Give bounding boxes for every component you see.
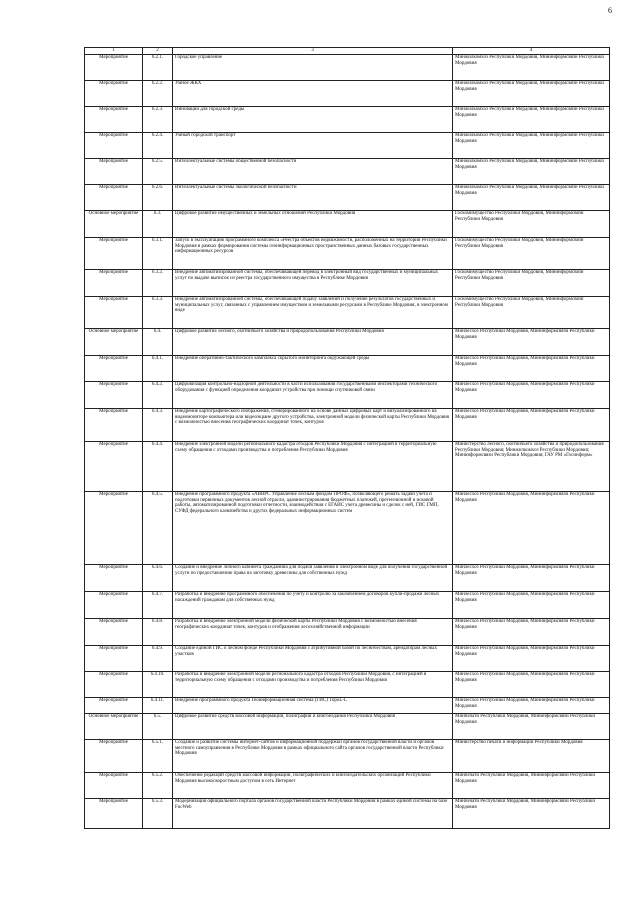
name-cell: Интеллектуальные системы экологической безопасности: [173, 184, 453, 210]
type-cell: Мероприятие: [85, 355, 143, 381]
code-cell: 6.4.5.: [143, 491, 173, 564]
code-cell: 6.4.11.: [143, 697, 173, 713]
code-cell: 6.4.10.: [143, 671, 173, 697]
name-cell: Инновации для городской среды: [173, 106, 453, 132]
organization-cell: Госкомимущество Республики Мордовия, Мининформсвязи Республики Мордовия: [453, 296, 610, 328]
organization-cell: Минлесхоз Республики Мордовия, Мининформсвязи Республики Мордовия: [453, 645, 610, 671]
type-cell: Основное мероприятие: [85, 713, 143, 739]
table-row: [85, 491, 610, 564]
name-cell: Умное ЖКХ: [173, 80, 453, 106]
table-row: [85, 296, 610, 328]
organization-cell: Госкомимущество Республики Мордовия, Мининформсвязи Республики Мордовия: [453, 237, 610, 269]
organization-cell: Минлесхоз Республики Мордовия, Мининформсвязи Республики Мордовия: [453, 355, 610, 381]
code-cell: 6.3.1.: [143, 237, 173, 269]
organization-cell: Минжилкомхоз Республики Мордовия, Мининформсвязи Республики Мордовия: [453, 106, 610, 132]
table-row: [85, 80, 610, 106]
type-cell: Мероприятие: [85, 80, 143, 106]
type-cell: Мероприятие: [85, 184, 143, 210]
type-cell: Мероприятие: [85, 739, 143, 772]
type-cell: Мероприятие: [85, 106, 143, 132]
code-cell: 6.2.2.: [143, 80, 173, 106]
organization-cell: Госкомимущество Республики Мордовия, Мининформсвязи Республики Мордовия: [453, 269, 610, 296]
type-cell: Мероприятие: [85, 381, 143, 408]
activities-table: [84, 47, 610, 829]
organization-cell: Минпечати Республики Мордовия, Мининформсвязи Республики Мордовия: [453, 713, 610, 739]
table-row: [85, 54, 610, 80]
code-cell: 6.4.2.: [143, 381, 173, 408]
organization-cell: Минжилкомхоз Республики Мордовия, Мининформсвязи Республики Мордовия: [453, 132, 610, 158]
name-cell: Внедрение программного продукта «АВВРС Управление лесным фондом ПРОФ», позволяющего решать задачи учета и подготовки первичных документов лесной отрасли, администрирования бюджетных платежей, претензионной и исковой работы, автоматизированной подготовки отчетности, взаимодействия с ЕГАИС учета древесины и сделок с ней, ГИС ГМП, СУФД федерального казначейства и других федеральных информационных систем: [173, 491, 453, 564]
name-cell: Обеспечение редакций средств массовой информации, полиграфических и книгоиздательских организаций Республики Мордовия высокоскоростным доступом в сеть Интернет: [173, 772, 453, 798]
type-cell: Мероприятие: [85, 798, 143, 828]
table-row: [85, 381, 610, 408]
code-cell: 6.4.7.: [143, 591, 173, 618]
table-row: [85, 671, 610, 697]
table-row: [85, 355, 610, 381]
name-cell: Внедрение оперативно-тактического комплекса скрытого мониторинга окружающей среды: [173, 355, 453, 381]
code-cell: 6.2.1.: [143, 54, 173, 80]
type-cell: Основное мероприятие: [85, 328, 143, 355]
name-cell: Модернизация официального портала органов государственной власти Республики Мордовия в рамках единой системы на базе FocWeb: [173, 798, 453, 828]
organization-cell: Минлесхоз Республики Мордовия, Мининформсвязи Республики Мордовия: [453, 328, 610, 355]
organization-cell: Минлесхоз Республики Мордовия, Мининформсвязи Республики Мордовия: [453, 564, 610, 591]
type-cell: Мероприятие: [85, 237, 143, 269]
type-cell: Мероприятие: [85, 591, 143, 618]
name-cell: Запуск в эксплуатацию программного комплекса «Реестра объектов недвижимости, расположенных на территории Республики Мордовия в рамках формирования системы геоинформационных пространственных данных базовых государственных информационных ресурсов: [173, 237, 453, 269]
table-row: [85, 408, 610, 441]
table-row: [85, 739, 610, 772]
code-cell: 6.2.5.: [143, 158, 173, 184]
name-cell: Внедрение автоматизированной системы, обеспечивающей подачу заявлений и получение результатов государственных и муниципальных услуг, связанных с управлением имуществом и земельными ресурсами в Республике Мордовия, в электронном виде: [173, 296, 453, 328]
organization-cell: Министерство лесного, охотничьего хозяйства и природопользования Республики Мордовия; Минжилкомхоз Республики Мордовия; Мининформсвязи Республики Мордовия; ГАУ РМ «Госинформ»: [453, 441, 610, 491]
table-row: [85, 618, 610, 645]
code-cell: 6.3.2.: [143, 269, 173, 296]
table-row: [85, 184, 610, 210]
organization-cell: Минжилкомхоз Республики Мордовия, Мининформсвязи Республики Мордовия: [453, 184, 610, 210]
code-cell: 6.4.9.: [143, 645, 173, 671]
type-cell: Мероприятие: [85, 772, 143, 798]
table-row: [85, 132, 610, 158]
type-cell: Мероприятие: [85, 618, 143, 645]
code-cell: 6.4.4.: [143, 441, 173, 491]
type-cell: Мероприятие: [85, 408, 143, 441]
table-row: [85, 772, 610, 798]
type-cell: Мероприятие: [85, 564, 143, 591]
organization-cell: Минпечати Республики Мордовия, Мининформсвязи Республики Мордовия: [453, 798, 610, 828]
type-cell: Основное мероприятие: [85, 210, 143, 237]
name-cell: Создание и внедрение личного кабинета гражданина для подачи заявления в электронном виде для получения государственной услуги по предоставлению права на заготовку древесины для собственных нужд: [173, 564, 453, 591]
code-cell: 6.5.1.: [143, 739, 173, 772]
header-cell-type: 1: [85, 48, 143, 55]
code-cell: 6.4.6.: [143, 564, 173, 591]
organization-cell: Минлесхоз Республики Мордовия, Мининформсвязи Республики Мордовия: [453, 491, 610, 564]
organization-cell: Министерство печати и информации Республики Мордовия: [453, 739, 610, 772]
table-body: [85, 48, 610, 829]
name-cell: Создание единой ГИС о лесном фонде Республики Мордовия с атрибутивной базой по лесничествам, арендаторам лесных участков: [173, 645, 453, 671]
organization-cell: Минжилкомхоз Республики Мордовия, Мининформсвязи Республики Мордовия: [453, 158, 610, 184]
code-cell: 6.4.8.: [143, 618, 173, 645]
header-cell-code: 2: [143, 48, 173, 55]
name-cell: Разработка и внедрение программного обеспечения по учету и контролю за заключением договоров купли-продажи лесных насаждений гражданам для собственных нужд: [173, 591, 453, 618]
type-cell: Мероприятие: [85, 269, 143, 296]
name-cell: Цифровое развитие имущественных и земельных отношений Республики Мордовия: [173, 210, 453, 237]
type-cell: Мероприятие: [85, 296, 143, 328]
type-cell: Мероприятие: [85, 441, 143, 491]
code-cell: 6.5.3.: [143, 798, 173, 828]
name-cell: Цифровое развитие средств массовой информации, полиграфии и книгоиздания Республики Мордовия: [173, 713, 453, 739]
type-cell: Мероприятие: [85, 491, 143, 564]
table-row: [85, 106, 610, 132]
table-row: [85, 269, 610, 296]
table-row: [85, 713, 610, 739]
organization-cell: Минжилкомхоз Республики Мордовия, Мининформсвязи Республики Мордовия: [453, 80, 610, 106]
table-row: [85, 697, 610, 713]
type-cell: Мероприятие: [85, 132, 143, 158]
code-cell: 6.4.: [143, 328, 173, 355]
organization-cell: Госкомимущество Республики Мордовия, Мининформсвязи Республики Мордовия: [453, 210, 610, 237]
organization-cell: Минлесхоз Республики Мордовия, Мининформсвязи Республики Мордовия: [453, 618, 610, 645]
table-row: [85, 237, 610, 269]
table-row: [85, 591, 610, 618]
code-cell: 6.4.1.: [143, 355, 173, 381]
organization-cell: Минлесхоз Республики Мордовия, Мининформсвязи Республики Мордовия: [453, 697, 610, 713]
name-cell: Создание и развитие системы интернет-сайтов и информационной поддержки органов государственной власти и органов местного самоуправления в Республике Мордовия в рамках официального сайта органов государственной власти Республики Мордовия: [173, 739, 453, 772]
organization-cell: Минжилкомхоз Республики Мордовия, Мининформсвязи Республики Мордовия: [453, 54, 610, 80]
name-cell: Городское управление: [173, 54, 453, 80]
organization-cell: Минлесхоз Республики Мордовия, Мининформсвязи Республики Мордовия: [453, 671, 610, 697]
code-cell: 6.5.: [143, 713, 173, 739]
table-row: [85, 798, 610, 828]
type-cell: Мероприятие: [85, 54, 143, 80]
code-cell: 6.5.2.: [143, 772, 173, 798]
type-cell: Мероприятие: [85, 645, 143, 671]
page-number: 6: [608, 6, 612, 15]
organization-cell: Минлесхоз Республики Мордовия, Мининформсвязи Республики Мордовия: [453, 408, 610, 441]
table-row: [85, 328, 610, 355]
type-cell: Мероприятие: [85, 671, 143, 697]
code-cell: 6.3.3.: [143, 296, 173, 328]
code-cell: 6.4.3.: [143, 408, 173, 441]
header-row: [85, 48, 610, 55]
name-cell: Внедрение картографического изображения, сгенерированного на основе данных цифровых карт и визуализированного на видеомониторе компьютера или видеоэкране другого устройства, электронной модели физической карты Республики Мордовия с возможностью внесения географических координат точек, контуров: [173, 408, 453, 441]
code-cell: 6.3.: [143, 210, 173, 237]
code-cell: 6.2.3.: [143, 106, 173, 132]
name-cell: Умный городской транспорт: [173, 132, 453, 158]
name-cell: Разработка и внедрение электронной модели регионального кадастра отходов Республики Мордовия, с интеграцией в территориальную схему обращения с отходами производства и потребления Республики Мордовия: [173, 671, 453, 697]
name-cell: Разработка и внедрение электронной модели физической карты Республики Мордовия с возможностью внесения географических координат точек, контуров и отображения лесохозяйственной информации: [173, 618, 453, 645]
organization-cell: Минлесхоз Республики Мордовия, Мининформсвязи Республики Мордовия: [453, 381, 610, 408]
header-cell-org: 4: [453, 48, 610, 55]
table-row: [85, 158, 610, 184]
code-cell: 6.2.4.: [143, 132, 173, 158]
type-cell: Мероприятие: [85, 158, 143, 184]
name-cell: Внедрение автоматизированной системы, обеспечивающей перевод в электронный вид государственных и муниципальных услуг по выдаче выписок из реестра государственного имущества в Республике Мордовия: [173, 269, 453, 296]
name-cell: Внедрение программного продукта Геоинформационная система (ГИС) TopoL-L: [173, 697, 453, 713]
table-row: [85, 564, 610, 591]
name-cell: Внедрение электронной модели регионального кадастра отходов Республики Мордовия с интеграцией в территориальную схему обращения с отходами производства и потребления Республики Мордовия: [173, 441, 453, 491]
code-cell: 6.2.6.: [143, 184, 173, 210]
table-row: [85, 645, 610, 671]
table-row: [85, 210, 610, 237]
name-cell: Цифровизация контрольно-надзорной деятельности в части использования государственными инспекторами технического оборудования с функцией определения координат устройства при помощи спутниковой связи: [173, 381, 453, 408]
table-row: [85, 441, 610, 491]
type-cell: Мероприятие: [85, 697, 143, 713]
header-cell-name: 3: [173, 48, 453, 55]
name-cell: Интеллектуальные системы общественной безопасности: [173, 158, 453, 184]
organization-cell: Минпечати Республики Мордовия, Мининформсвязи Республики Мордовия: [453, 772, 610, 798]
name-cell: Цифровое развитие лесного, охотничьего хозяйства и природопользования Республики Мордовия: [173, 328, 453, 355]
organization-cell: Минлесхоз Республики Мордовия, Мининформсвязи Республики Мордовия: [453, 591, 610, 618]
